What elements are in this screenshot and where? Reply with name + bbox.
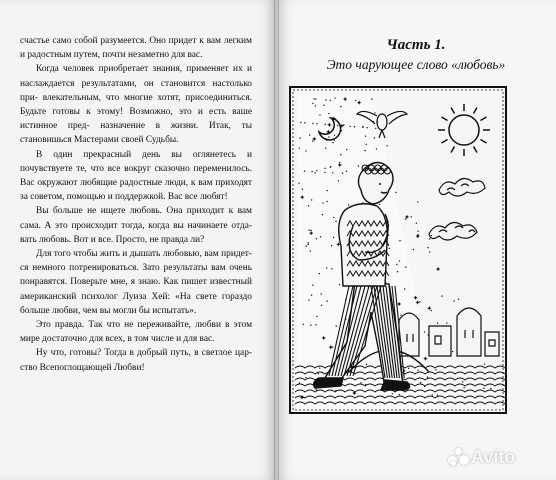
avito-watermark-text: Avito <box>471 447 516 467</box>
star-dot <box>338 180 339 181</box>
star-dot <box>320 236 321 237</box>
star-dot <box>299 137 300 138</box>
star-dot <box>405 266 406 267</box>
star-dot <box>334 140 335 141</box>
paragraph <box>20 148 252 205</box>
book-gutter <box>274 0 279 480</box>
star-dot <box>319 114 320 115</box>
star-dot <box>318 373 319 374</box>
text-line: мире достаточно для всех, в том числе и для вас. <box>20 334 215 345</box>
star-dot <box>400 314 401 315</box>
star-dot <box>304 170 305 171</box>
paragraph <box>20 62 252 147</box>
star-dot <box>336 325 337 326</box>
star-dot <box>452 351 453 352</box>
text-line: понравятся. Поверьте мне, я знаю. Как пишет известный <box>20 277 252 288</box>
text-line: ся немного потренироваться. Зато результаты вам очень <box>20 263 252 274</box>
star-dot <box>395 192 396 193</box>
star-dot <box>337 125 338 126</box>
star-dot <box>333 217 334 218</box>
text-line: помощью и поддержкой. Вас все любят! <box>66 192 228 203</box>
star-dot <box>328 113 329 114</box>
star-dot <box>306 246 307 247</box>
star-dot <box>315 105 316 106</box>
star-dot <box>437 394 438 395</box>
star-dot <box>446 322 447 323</box>
star-dot <box>331 245 332 246</box>
star-dot <box>322 202 323 203</box>
star-dot <box>312 123 313 124</box>
star-dot <box>308 229 309 230</box>
star-dot <box>339 284 340 285</box>
star-dot <box>326 201 327 202</box>
star-dot <box>408 368 409 369</box>
star-dot <box>326 300 327 301</box>
star-dot <box>316 123 317 124</box>
star-dot <box>431 235 432 236</box>
star-dot <box>404 288 405 289</box>
text-line: сама. А это происходит тогда, когда вы начинаете отда- <box>20 220 252 231</box>
star-dot <box>334 134 335 135</box>
star-dot <box>416 222 417 223</box>
left-page-text <box>20 34 252 375</box>
text-line: и радостным путем, почти незаметно для вас. <box>20 50 203 61</box>
star-dot <box>358 165 359 166</box>
star-dot <box>311 199 312 200</box>
star-dot <box>312 103 313 104</box>
star-dot <box>365 135 366 136</box>
star-dot <box>366 144 367 145</box>
star-dot <box>355 100 356 101</box>
star-dot <box>346 170 347 171</box>
paragraph <box>20 204 252 247</box>
star-dot <box>308 299 309 300</box>
star-dot <box>311 295 312 296</box>
text-line: американский психолог Луиза Хей: «На свете гораздо <box>20 291 252 302</box>
star-dot <box>334 97 335 98</box>
text-line: любящие радостные люди, к вам приходят за советом, <box>20 178 253 203</box>
cloud-icon <box>429 222 477 240</box>
text-line: влекательным, что многие хотят, присоединиться. Будьте <box>20 92 252 118</box>
star-dot <box>417 370 418 371</box>
star-dot <box>346 149 347 150</box>
star-dot <box>424 331 425 332</box>
text-line: своей Судьбы. <box>121 135 179 146</box>
star-dot <box>463 387 464 388</box>
star-dot <box>304 122 305 123</box>
star-dot <box>348 204 349 205</box>
text-line: вать любовь. Вот и все. Просто, не правда ли? <box>20 234 205 245</box>
star-dot <box>299 382 300 383</box>
star-dot <box>308 242 309 243</box>
star-dot <box>327 190 328 191</box>
paragraph <box>20 318 252 346</box>
text-line: Вы больше не ищете любовь. Она приходит к вам <box>36 206 252 217</box>
star-dot <box>340 154 341 155</box>
paragraph <box>20 346 252 374</box>
star-dot <box>322 214 323 215</box>
star-dot <box>332 142 333 143</box>
paragraph <box>20 247 252 318</box>
star-dot <box>321 293 322 294</box>
star-dot <box>342 172 343 173</box>
text-line: больше любви, чем вы могли бы испытать». <box>20 305 197 316</box>
star-dot <box>315 98 316 99</box>
part-subtitle: Это чарующее слово «любовь» <box>326 57 506 72</box>
text-line: Ну что, готовы? Тогда в добрый путь, в светлое цар- <box>36 348 252 359</box>
star-dot <box>330 100 331 101</box>
star-dot <box>326 267 327 268</box>
star-dot <box>429 238 430 239</box>
star-dot <box>305 150 306 151</box>
star-dot <box>324 168 325 169</box>
star-dot <box>360 382 361 383</box>
text-line: Для того чтобы жить и дышать любовью, вам придет- <box>36 249 252 260</box>
star-dot <box>429 251 430 252</box>
star-dot <box>300 122 301 123</box>
star-dot <box>321 305 322 306</box>
star-dot <box>305 377 306 378</box>
star-dot <box>484 363 485 364</box>
star-dot <box>313 98 314 99</box>
star-mark <box>416 234 420 238</box>
star-dot <box>364 150 365 151</box>
star-dot <box>325 148 326 149</box>
star-dot <box>374 137 375 138</box>
avito-logo-icon <box>448 448 468 468</box>
star-dot <box>330 166 331 167</box>
star-dot <box>312 285 313 286</box>
star-dot <box>396 264 397 265</box>
star-dot <box>432 394 433 395</box>
star-dot <box>366 364 367 365</box>
star-dot <box>427 247 428 248</box>
star-dot <box>362 127 363 128</box>
star-dot <box>386 145 387 146</box>
star-dot <box>316 389 317 390</box>
star-dot <box>411 216 412 217</box>
star-dot <box>399 260 400 261</box>
star-dot <box>435 369 436 370</box>
avito-watermark <box>448 447 515 468</box>
star-dot <box>376 148 377 149</box>
star-dot <box>458 298 459 299</box>
star-dot <box>427 376 428 377</box>
text-line: В один прекрасный день вы оглянетесь и почувствуете <box>20 149 252 174</box>
star-dot <box>319 273 320 274</box>
text-line: готовы к этому! Возможно, это и есть ваше истинное пред- <box>20 107 253 132</box>
star-dot <box>310 324 311 325</box>
star-dot <box>319 367 320 368</box>
star-dot <box>431 310 432 311</box>
text-line: Когда человек приобретает знания, применяет их и <box>36 64 252 75</box>
star-mark <box>427 306 431 310</box>
sun-icon <box>438 104 490 156</box>
star-dot <box>490 388 491 389</box>
star-dot <box>453 300 454 301</box>
star-dot <box>324 172 325 173</box>
star-dot <box>399 394 400 395</box>
star-dot <box>310 250 311 251</box>
text-line: Это правда. Так что не переживайте, любви в этом <box>36 320 252 331</box>
star-dot <box>331 268 332 269</box>
paragraph <box>20 34 252 62</box>
star-dot <box>340 106 341 107</box>
star-dot <box>312 140 313 141</box>
star-dot <box>316 170 317 171</box>
star-mark <box>436 267 440 271</box>
text-line: те, что все вокруг сказочно переменилось. Вас окружают <box>20 163 252 189</box>
star-dot <box>379 204 380 205</box>
star-dot <box>417 231 418 232</box>
star-dot <box>354 126 355 127</box>
text-line: счастье само собой разумеется. Оно придет к вам легким <box>20 36 252 46</box>
star-dot <box>419 301 420 302</box>
star-dot <box>374 112 375 113</box>
buildings <box>399 308 499 356</box>
star-dot <box>298 182 299 183</box>
star-dot <box>420 382 421 383</box>
star-dot <box>404 370 405 371</box>
star-dot <box>315 324 316 325</box>
star-dot <box>350 126 351 127</box>
text-line: назначение в жизни. Итак, ты становишься Мастерами <box>20 121 253 146</box>
chapter-illustration <box>289 86 507 414</box>
star-dot <box>335 221 336 222</box>
star-dot <box>308 205 309 206</box>
cloud-icon <box>439 178 485 196</box>
star-dot <box>441 295 442 296</box>
star-dot <box>389 248 390 249</box>
star-dot <box>309 134 310 135</box>
star-dot <box>332 172 333 173</box>
text-line: ство Всепоглощающей Любви! <box>20 362 145 373</box>
star-dot <box>316 316 317 317</box>
star-dot <box>311 171 312 172</box>
star-dot <box>299 147 300 148</box>
star-dot <box>392 393 393 394</box>
star-dot <box>328 136 329 137</box>
star-dot <box>303 324 304 325</box>
star-dot <box>307 244 308 245</box>
star-dot <box>397 271 398 272</box>
star-dot <box>437 322 438 323</box>
star-dot <box>325 124 326 125</box>
star-dot <box>323 105 324 106</box>
star-dot <box>333 237 334 238</box>
star-dot <box>366 127 367 128</box>
star-dot <box>399 240 400 241</box>
star-dot <box>375 128 376 129</box>
star-dot <box>314 172 315 173</box>
star-dot <box>483 388 484 389</box>
text-line: наслаждается результатами, он становится настолько при- <box>20 78 252 103</box>
star-dot <box>316 238 317 239</box>
star-dot <box>405 218 406 219</box>
star-dot <box>310 230 311 231</box>
star-dot <box>325 99 326 100</box>
star-dot <box>462 381 463 382</box>
star-dot <box>332 346 333 347</box>
star-dot <box>413 249 414 250</box>
star-dot <box>302 189 303 190</box>
star-dot <box>417 201 418 202</box>
star-dot <box>371 98 372 99</box>
part-title: Часть 1. <box>386 37 446 53</box>
